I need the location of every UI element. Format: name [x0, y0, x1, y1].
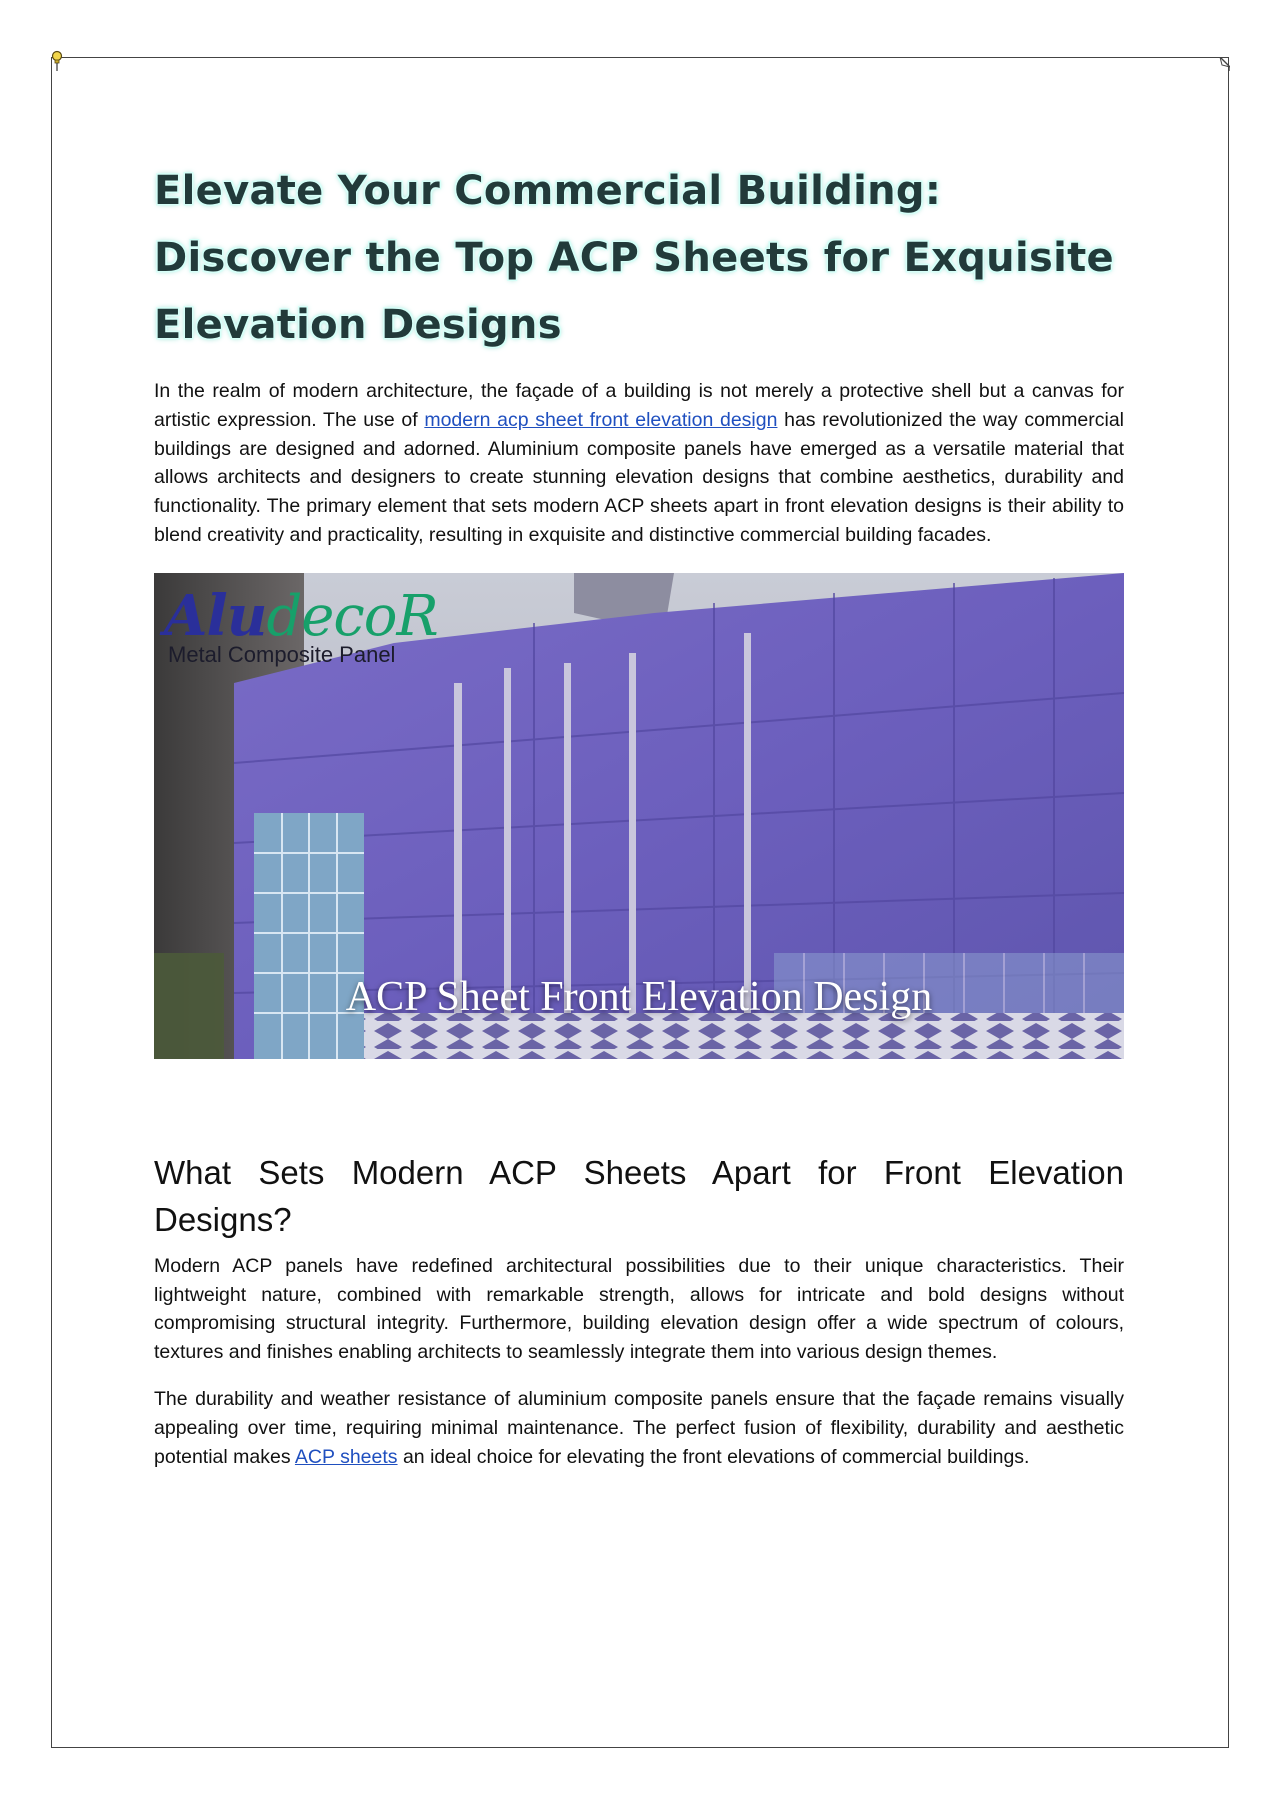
intro-text-after-link: has revolutionized the way commercial buildings are designed and adorned. Aluminium composite panels have emerged as a versatile material that allows architects and designers to create stunning elevation designs that combine aesthetics, durability and functionality. The primary element that sets modern ACP sheets apart in front elevation designs is their ability to blend creativity and practicality, resulting in exquisite and distinctive commercial building facades.: [154, 408, 1124, 546]
logo-tagline: Metal Composite Panel: [168, 641, 396, 667]
document-title: Elevate Your Commercial Building: Discover the Top ACP Sheets for Exquisite Elevation Designs: [154, 168, 1114, 348]
modern-acp-elevation-link[interactable]: modern acp sheet front elevation design: [424, 408, 778, 431]
page-fold-corner: [1208, 57, 1230, 71]
logo-main-text: Alu: [164, 582, 267, 649]
paragraph2-text-after-link: an ideal choice for elevating the front elevations of commercial buildings.: [397, 1445, 1030, 1468]
logo-wordmark: [164, 582, 438, 649]
hero-image: [154, 573, 1124, 1059]
acp-sheets-link[interactable]: ACP sheets: [294, 1445, 398, 1468]
aludecor-logo: [164, 582, 438, 668]
section-paragraph-2: [154, 1385, 1124, 1471]
document-content: [154, 158, 1124, 1471]
paragraph2-text-before-link: The durability and weather resistance of aluminium composite panels ensure that the façade remains visually appealing over time, requiring minimal maintenance. The perfect fusion of flexibility, durability and aesthetic potential makes: [154, 1387, 1124, 1468]
intro-text-before-link: In the realm of modern architecture, the façade of a building is not merely a protective shell but a canvas for artistic expression. The use of: [154, 380, 1124, 431]
hero-caption: ACP Sheet Front Elevation Design: [345, 973, 933, 1020]
intro-paragraph: [154, 377, 1124, 550]
pushpin-icon: [50, 50, 64, 72]
section-heading: What Sets Modern ACP Sheets Apart for Front Elevation Designs?: [154, 1153, 1124, 1238]
section-paragraph-1: Modern ACP panels have redefined architectural possibilities due to their unique characteristics. Their lightweight nature, combined with remarkable strength, allows for intricate and bold designs without compromising structural integrity. Furthermore, building elevation design offer a wide spectrum of colours, textures and finishes enabling architects to seamlessly integrate them into various design themes.: [154, 1254, 1124, 1364]
glass-curtain-wall: [254, 813, 364, 1059]
logo-accent-text: decoR: [266, 583, 438, 649]
